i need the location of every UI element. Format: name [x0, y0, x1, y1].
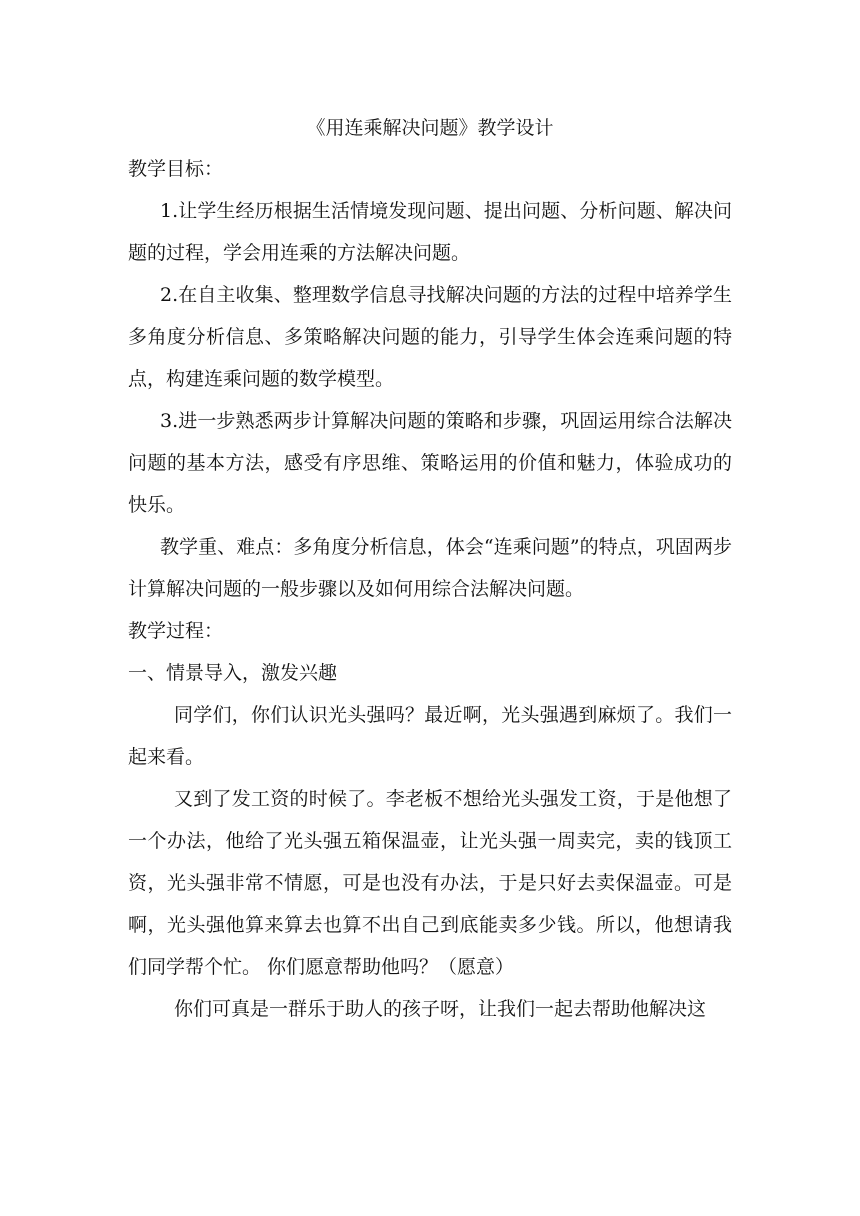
intro-paragraph-3: 你们可真是一群乐于助人的孩子呀，让我们一起去帮助他解决这: [174, 998, 707, 1020]
document-body: [128, 108, 732, 1030]
intro-paragraph-1: 同学们，你们认识光头强吗？最近啊，光头强遇到麻烦了。我们一起来看。: [128, 704, 732, 768]
document-title: 《用连乘解决问题》教学设计: [306, 117, 554, 139]
objective-1: 1.让学生经历根据生活情境发现问题、提出问题、分析问题、解决问题的过程，学会用连乘的方法解决问题。: [128, 200, 732, 264]
objectives-heading: 教学目标：: [128, 158, 224, 180]
intro-paragraph-2: 又到了发工资的时候了。李老板不想给光头强发工资，于是他想了一个办法，他给了光头强五箱保温壶，让光头强一周卖完，卖的钱顶工资，光头强非常不情愿，可是也没有办法，于是只好去卖保温壶。可是啊，光头强他算来算去也算不出自己到底能卖多少钱。所以，他想请我们同学帮个忙。 你们愿意帮助他吗？（愿意）: [128, 788, 732, 978]
section-1-heading: 一、情景导入，激发兴趣: [128, 662, 338, 684]
objective-3: 3.进一步熟悉两步计算解决问题的策略和步骤，巩固运用综合法解决问题的基本方法，感受有序思维、策略运用的价值和魅力，体验成功的快乐。: [128, 410, 732, 516]
process-heading: 教学过程：: [128, 620, 224, 642]
objective-2: 2.在自主收集、整理数学信息寻找解决问题的方法的过程中培养学生多角度分析信息、多策略解决问题的能力，引导学生体会连乘问题的特点，构建连乘问题的数学模型。: [128, 284, 732, 390]
key-points-paragraph: 教学重、难点：多角度分析信息，体会“连乘问题”的特点，巩固两步计算解决问题的一般步骤以及如何用综合法解决问题。: [128, 536, 732, 600]
